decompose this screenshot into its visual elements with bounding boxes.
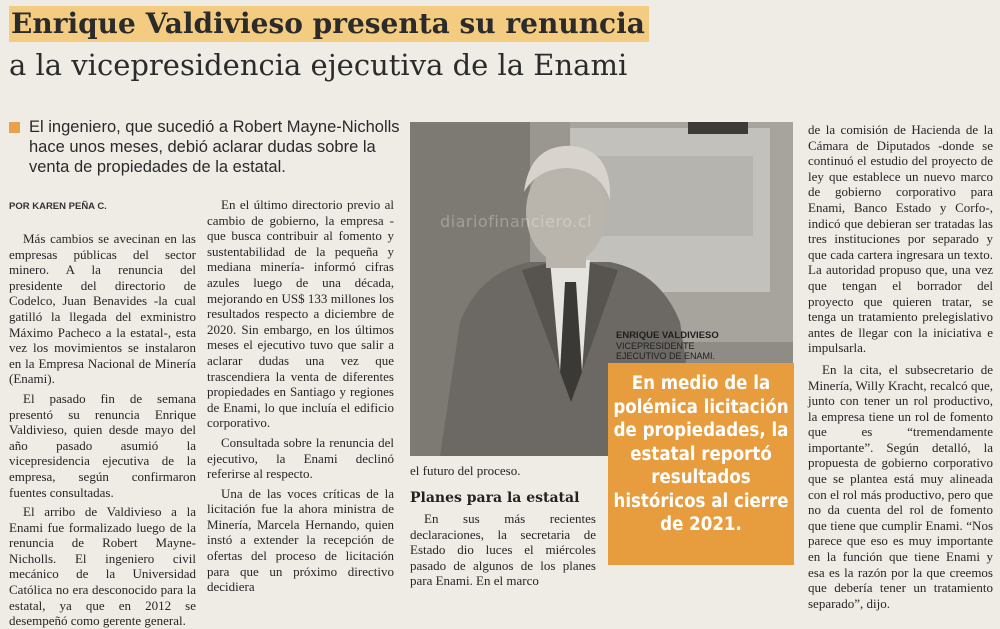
column-2 <box>207 197 394 595</box>
byline: POR KAREN PEÑA C. <box>9 201 107 212</box>
section-heading: Planes para la estatal <box>410 490 580 506</box>
col4-paragraph: En sus más recientes declaraciones, la secretaria de Estado dio luces el miércoles pasado de algunos de los planes para Enami. En el marco <box>410 511 596 589</box>
column-4-top <box>410 463 596 479</box>
lead-bullet-square <box>9 122 20 133</box>
headline: Enrique Valdivieso presenta su renuncia <box>9 6 649 42</box>
col1-paragraph: Más cambios se avecinan en las empresas públicas del sector minero. A la renuncia del presidente del directorio de Codelco, Juan Benavides -la cual gatilló la llegada del exministro Máximo Pacheco a la estatal-, esta vez los movimientos se instalaron en la Empresa Nacional de Minería (Enami). <box>9 231 196 387</box>
col4-top-text: el futuro del proceso. <box>410 463 521 478</box>
lead-text: El ingeniero, que sucedió a Robert Mayne-Nicholls hace unos meses, debió aclarar dudas sobre la venta de propiedades de la estatal. <box>29 118 400 176</box>
column-1 <box>9 231 196 629</box>
col3-paragraph: de la comisión de Hacienda de la Cámara de Diputados -donde se continuó el estudio del proyecto de ley que establece un nuevo marco de gobierno corporativo para Enami, Banco Estado y Corfo-, indicó que debieran ser tratadas las tres instituciones por separado y que cada cartera ingresara un texto. La autoridad propuso que, una vez que tengan el borrador del proyecto que quieren tratar, se tenga un tratamiento prelegislativo antes de llegar con la iniciativa e impulsarla. <box>808 122 993 356</box>
caption-role: VICEPRESIDENTE EJECUTIVO DE ENAMI. <box>616 341 716 361</box>
subhead: a la vicepresidencia ejecutiva de la Enami <box>9 48 628 82</box>
caption-name: ENRIQUE VALDIVIESO <box>616 330 719 341</box>
col2-paragraph: En el último directorio previo al cambio de gobierno, la empresa -que busca contribuir al fomento y sustentabilidad de la pequeña y mediana minería- informó cifras azules luego de una década, mejorando en US$ 133 millones los resultados respecto a diciembre de 2020. Sin embargo, en los últimos meses el ejecutivo tuvo que salir a aclarar dudas una vez que trascendiera la venta de diferentes propiedades en Santiago y regiones de Enami, lo que incluía el edificio corporativo. <box>207 197 394 431</box>
watermark: diariofinanciero.cl <box>440 212 593 231</box>
col2-paragraph: Consultada sobre la renuncia del ejecutivo, la Enami declinó referirse al respecto. <box>207 434 394 482</box>
col2-paragraph: Una de las voces críticas de la licitación fue la ahora ministra de Minería, Marcela Hernando, quien instó a extender la recepción de ofertas del proceso de licitación para que un próximo directivo decidiera <box>207 485 394 595</box>
col1-paragraph: El arribo de Valdivieso a la Enami fue formalizado luego de la renuncia de Robert Mayne-Nicholls. El ingeniero civil mecánico de la Universidad Católica no era desconocido para la estatal, ya que en 2012 se desempeñó como gerente general. <box>9 504 196 629</box>
col1-paragraph: El pasado fin de semana presentó su renuncia Enrique Valdivieso, quien desde mayo del año pasado asumió la vicepresidencia ejecutiva de la empresa, según confirmaron fuentes consultadas. <box>9 390 196 500</box>
col3-paragraph: En la cita, el subsecretario de Minería, Willy Kracht, recalcó que, junto con tener un rol productivo, la empresa tiene un rol de fomento que es “tremendamente importante”. Según detalló, la propuesta de gobierno corporativo que se plantea está muy alineada con el rol más productivo, pero que no da cuenta del rol de fomento que tiene que cumplir Enami. “Nos parece que eso es muy importante en la función que tiene Enami y esa es la razón por la que creemos que debería tener un tratamiento separado”, dijo. <box>808 361 993 611</box>
column-4-body <box>410 511 596 589</box>
lead-paragraph <box>9 117 401 177</box>
pull-quote: En medio de la polémica licitación de propiedades, la estatal reportó resultados históricos al cierre de 2021. <box>613 373 789 535</box>
column-3 <box>808 122 993 611</box>
